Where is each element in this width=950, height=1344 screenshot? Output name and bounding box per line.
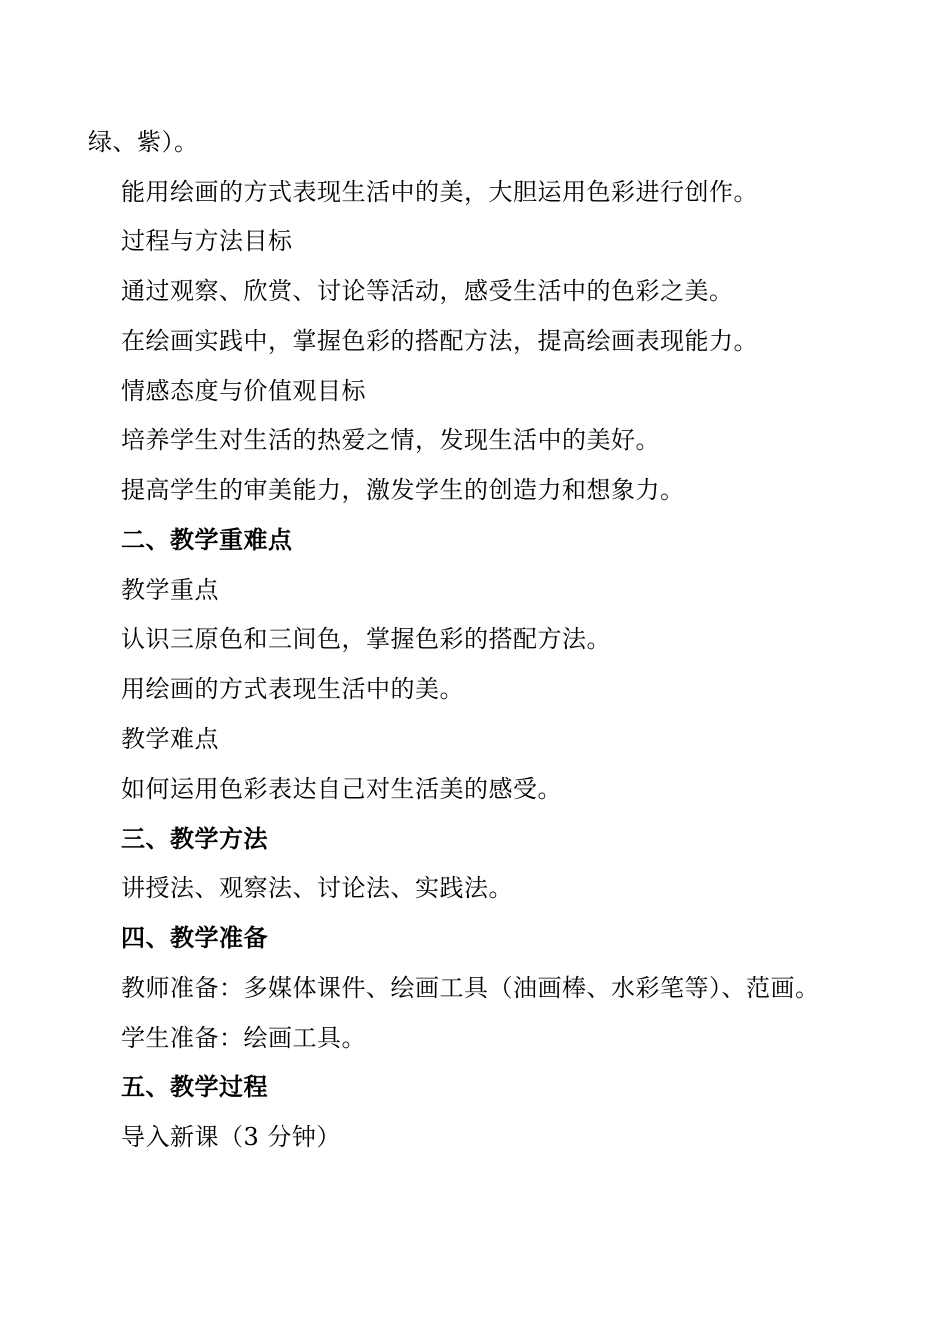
paragraph: 能用绘画的方式表现生活中的美，大胆运用色彩进行创作。 (121, 178, 758, 206)
section-heading: 三、教学方法 (121, 824, 268, 853)
paragraph: 通过观察、欣赏、讨论等活动，感受生活中的色彩之美。 (121, 277, 734, 305)
paragraph: 讲授法、观察法、讨论法、实践法。 (121, 874, 513, 902)
paragraph: 导入新课（3 分钟） (121, 1123, 341, 1151)
section-heading: 四、教学准备 (121, 923, 268, 952)
paragraph: 学生准备：绘画工具。 (121, 1024, 366, 1052)
subheading: 过程与方法目标 (121, 227, 293, 255)
section-heading: 五、教学过程 (121, 1072, 268, 1101)
section-heading: 二、教学重难点 (121, 525, 293, 554)
paragraph: 提高学生的审美能力，激发学生的创造力和想象力。 (121, 476, 685, 504)
paragraph-continuation: 绿、紫）。 (88, 128, 199, 156)
subheading: 情感态度与价值观目标 (121, 377, 366, 405)
paragraph: 在绘画实践中，掌握色彩的搭配方法，提高绘画表现能力。 (121, 327, 758, 355)
paragraph: 如何运用色彩表达自己对生活美的感受。 (121, 775, 562, 803)
paragraph: 培养学生对生活的热爱之情，发现生活中的美好。 (121, 426, 660, 454)
paragraph: 用绘画的方式表现生活中的美。 (121, 675, 464, 703)
subheading: 教学重点 (121, 576, 219, 604)
paragraph: 教师准备：多媒体课件、绘画工具（油画棒、水彩笔等）、范画。 (121, 974, 820, 1002)
paragraph: 认识三原色和三间色，掌握色彩的搭配方法。 (121, 625, 611, 653)
subheading: 教学难点 (121, 725, 219, 753)
